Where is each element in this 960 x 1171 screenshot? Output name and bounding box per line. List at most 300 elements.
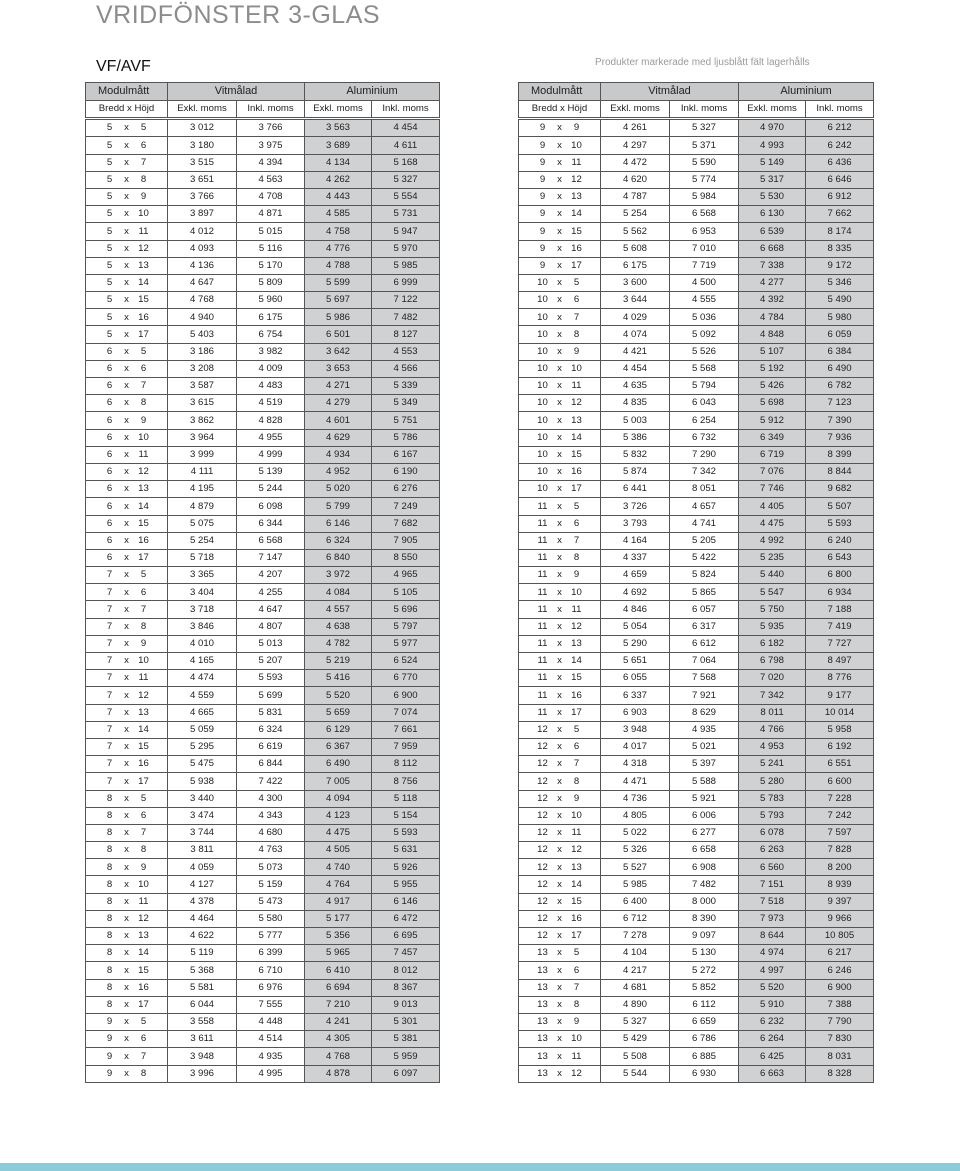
painted-incl-price: 4 519 bbox=[237, 395, 305, 412]
times-sign: x bbox=[124, 930, 129, 942]
width-value: 11 bbox=[537, 569, 548, 581]
aluminium-incl-price: 6 217 bbox=[806, 945, 874, 962]
painted-excl-price: 4 879 bbox=[168, 498, 237, 515]
table-row bbox=[519, 773, 874, 790]
aluminium-excl-price: 4 084 bbox=[305, 584, 372, 601]
size-cell bbox=[519, 171, 601, 188]
table-row bbox=[86, 412, 440, 429]
table-row bbox=[519, 567, 874, 584]
height-value: 5 bbox=[140, 1016, 147, 1028]
width-value: 12 bbox=[537, 930, 548, 942]
painted-incl-price: 6 112 bbox=[670, 996, 739, 1013]
table-row bbox=[519, 515, 874, 532]
width-value: 11 bbox=[537, 517, 548, 529]
aluminium-incl-price: 6 934 bbox=[806, 584, 874, 601]
table-row bbox=[86, 498, 440, 515]
height-value: 17 bbox=[138, 775, 149, 787]
painted-excl-price: 4 195 bbox=[168, 481, 237, 498]
aluminium-incl-price: 7 123 bbox=[806, 395, 874, 412]
height-value: 6 bbox=[140, 139, 147, 151]
aluminium-incl-price: 5 955 bbox=[372, 876, 440, 893]
aluminium-excl-price: 7 020 bbox=[739, 670, 806, 687]
painted-incl-price: 4 555 bbox=[670, 292, 739, 309]
painted-incl-price: 7 921 bbox=[670, 687, 739, 704]
height-value: 16 bbox=[138, 311, 149, 323]
size-cell bbox=[519, 412, 601, 429]
aluminium-excl-price: 4 997 bbox=[739, 962, 806, 979]
size-cell bbox=[86, 893, 168, 910]
painted-excl-price: 4 647 bbox=[168, 274, 237, 291]
size-cell bbox=[86, 360, 168, 377]
painted-excl-price: 5 022 bbox=[601, 824, 670, 841]
height-value: 10 bbox=[571, 1033, 582, 1045]
painted-incl-price: 6 568 bbox=[237, 532, 305, 549]
width-value: 13 bbox=[537, 1067, 548, 1079]
times-sign: x bbox=[557, 913, 562, 925]
header-aluminium: Aluminium bbox=[739, 83, 874, 101]
aluminium-excl-price: 5 783 bbox=[739, 790, 806, 807]
painted-incl-price: 4 935 bbox=[237, 1048, 305, 1065]
painted-excl-price: 3 186 bbox=[168, 343, 237, 360]
aluminium-incl-price: 7 828 bbox=[806, 842, 874, 859]
height-value: 17 bbox=[571, 706, 582, 718]
painted-excl-price: 5 718 bbox=[168, 549, 237, 566]
aluminium-excl-price: 7 342 bbox=[739, 687, 806, 704]
width-value: 10 bbox=[537, 397, 548, 409]
aluminium-excl-price: 6 490 bbox=[305, 756, 372, 773]
times-sign: x bbox=[557, 964, 562, 976]
size-cell bbox=[86, 429, 168, 446]
table-row bbox=[519, 859, 874, 876]
times-sign: x bbox=[557, 981, 562, 993]
painted-excl-price: 5 527 bbox=[601, 859, 670, 876]
painted-excl-price: 4 472 bbox=[601, 154, 670, 171]
aluminium-excl-price: 4 305 bbox=[305, 1031, 372, 1048]
width-value: 9 bbox=[106, 1016, 113, 1028]
size-cell bbox=[519, 893, 601, 910]
size-cell bbox=[519, 446, 601, 463]
aluminium-incl-price: 8 200 bbox=[806, 859, 874, 876]
size-cell bbox=[519, 463, 601, 480]
times-sign: x bbox=[124, 534, 129, 546]
width-value: 8 bbox=[106, 964, 113, 976]
size-cell bbox=[86, 1048, 168, 1065]
aluminium-incl-price: 5 381 bbox=[372, 1031, 440, 1048]
width-value: 8 bbox=[106, 981, 113, 993]
table-row bbox=[519, 446, 874, 463]
table-row bbox=[86, 532, 440, 549]
aluminium-incl-price: 6 524 bbox=[372, 653, 440, 670]
painted-excl-price: 3 651 bbox=[168, 171, 237, 188]
height-value: 6 bbox=[140, 586, 147, 598]
header-excl-vat: Exkl. moms bbox=[305, 101, 372, 118]
height-value: 16 bbox=[571, 913, 582, 925]
width-value: 9 bbox=[539, 225, 546, 237]
width-value: 9 bbox=[539, 156, 546, 168]
height-value: 13 bbox=[138, 483, 149, 495]
painted-incl-price: 6 317 bbox=[670, 618, 739, 635]
height-value: 7 bbox=[573, 758, 580, 770]
height-value: 15 bbox=[571, 672, 582, 684]
painted-incl-price: 6 658 bbox=[670, 842, 739, 859]
height-value: 7 bbox=[140, 1050, 147, 1062]
aluminium-incl-price: 8 031 bbox=[806, 1048, 874, 1065]
size-cell bbox=[519, 704, 601, 721]
aluminium-excl-price: 6 130 bbox=[739, 206, 806, 223]
table-row bbox=[86, 360, 440, 377]
table-row bbox=[519, 326, 874, 343]
aluminium-excl-price: 4 970 bbox=[739, 120, 806, 137]
header-aluminium: Aluminium bbox=[305, 83, 440, 101]
aluminium-incl-price: 6 192 bbox=[806, 738, 874, 755]
size-cell bbox=[86, 618, 168, 635]
aluminium-incl-price: 7 228 bbox=[806, 790, 874, 807]
aluminium-incl-price: 5 339 bbox=[372, 378, 440, 395]
painted-incl-price: 6 254 bbox=[670, 412, 739, 429]
table-row bbox=[519, 1065, 874, 1082]
size-cell bbox=[519, 653, 601, 670]
header-excl-vat: Exkl. moms bbox=[168, 101, 237, 118]
aluminium-excl-price: 4 768 bbox=[305, 1048, 372, 1065]
times-sign: x bbox=[557, 483, 562, 495]
table-row bbox=[519, 842, 874, 859]
times-sign: x bbox=[557, 466, 562, 478]
width-value: 8 bbox=[106, 947, 113, 959]
table-row bbox=[86, 773, 440, 790]
times-sign: x bbox=[557, 586, 562, 598]
aluminium-excl-price: 5 965 bbox=[305, 945, 372, 962]
table-row bbox=[519, 378, 874, 395]
table-row bbox=[86, 738, 440, 755]
painted-incl-price: 5 774 bbox=[670, 171, 739, 188]
times-sign: x bbox=[124, 414, 129, 426]
size-cell bbox=[86, 257, 168, 274]
width-value: 8 bbox=[106, 878, 113, 890]
painted-excl-price: 4 337 bbox=[601, 549, 670, 566]
aluminium-excl-price: 5 986 bbox=[305, 309, 372, 326]
aluminium-excl-price: 4 271 bbox=[305, 378, 372, 395]
table-row bbox=[519, 481, 874, 498]
table-row bbox=[519, 171, 874, 188]
painted-incl-price: 7 422 bbox=[237, 773, 305, 790]
height-value: 11 bbox=[138, 895, 149, 907]
aluminium-excl-price: 6 232 bbox=[739, 1013, 806, 1030]
times-sign: x bbox=[124, 878, 129, 890]
height-value: 6 bbox=[573, 741, 580, 753]
table-row bbox=[86, 481, 440, 498]
size-cell bbox=[519, 584, 601, 601]
size-cell bbox=[519, 1031, 601, 1048]
painted-incl-price: 5 824 bbox=[670, 567, 739, 584]
width-value: 5 bbox=[106, 174, 113, 186]
size-cell bbox=[519, 910, 601, 927]
aluminium-incl-price: 5 696 bbox=[372, 601, 440, 618]
painted-excl-price: 5 429 bbox=[601, 1031, 670, 1048]
aluminium-excl-price: 4 392 bbox=[739, 292, 806, 309]
painted-excl-price: 5 327 bbox=[601, 1013, 670, 1030]
aluminium-excl-price: 4 241 bbox=[305, 1013, 372, 1030]
painted-incl-price: 6 732 bbox=[670, 429, 739, 446]
height-value: 8 bbox=[573, 328, 580, 340]
painted-excl-price: 4 659 bbox=[601, 567, 670, 584]
size-cell bbox=[519, 756, 601, 773]
painted-incl-price: 5 593 bbox=[237, 670, 305, 687]
aluminium-excl-price: 5 317 bbox=[739, 171, 806, 188]
painted-excl-price: 5 254 bbox=[168, 532, 237, 549]
height-value: 9 bbox=[140, 191, 147, 203]
painted-incl-price: 4 763 bbox=[237, 842, 305, 859]
size-cell bbox=[519, 498, 601, 515]
header-incl-vat: Inkl. moms bbox=[806, 101, 874, 118]
aluminium-incl-price: 6 190 bbox=[372, 463, 440, 480]
width-value: 12 bbox=[537, 792, 548, 804]
size-cell bbox=[86, 223, 168, 240]
width-value: 11 bbox=[537, 706, 548, 718]
size-cell bbox=[519, 257, 601, 274]
times-sign: x bbox=[557, 449, 562, 461]
aluminium-incl-price: 7 249 bbox=[372, 498, 440, 515]
painted-excl-price: 4 074 bbox=[601, 326, 670, 343]
size-cell bbox=[86, 738, 168, 755]
table-row bbox=[86, 670, 440, 687]
table-row bbox=[519, 274, 874, 291]
height-value: 5 bbox=[140, 792, 147, 804]
aluminium-incl-price: 5 985 bbox=[372, 257, 440, 274]
table-row bbox=[86, 1031, 440, 1048]
size-cell bbox=[519, 1065, 601, 1082]
painted-incl-price: 5 073 bbox=[237, 859, 305, 876]
table-row bbox=[86, 653, 440, 670]
size-cell bbox=[86, 1031, 168, 1048]
painted-incl-price: 5 397 bbox=[670, 756, 739, 773]
painted-incl-price: 6 057 bbox=[670, 601, 739, 618]
size-cell bbox=[86, 704, 168, 721]
height-value: 17 bbox=[571, 483, 582, 495]
aluminium-incl-price: 7 074 bbox=[372, 704, 440, 721]
times-sign: x bbox=[557, 552, 562, 564]
table-row bbox=[519, 463, 874, 480]
painted-excl-price: 5 544 bbox=[601, 1065, 670, 1082]
height-value: 11 bbox=[571, 827, 582, 839]
height-value: 13 bbox=[571, 638, 582, 650]
painted-incl-price: 3 982 bbox=[237, 343, 305, 360]
stock-note: Produkter markerade med ljusblått fält lagerhålls bbox=[595, 57, 810, 68]
width-value: 12 bbox=[537, 758, 548, 770]
painted-excl-price: 5 054 bbox=[601, 618, 670, 635]
height-value: 12 bbox=[571, 1067, 582, 1079]
times-sign: x bbox=[124, 603, 129, 615]
height-value: 6 bbox=[140, 809, 147, 821]
times-sign: x bbox=[557, 328, 562, 340]
aluminium-excl-price: 8 011 bbox=[739, 704, 806, 721]
size-cell bbox=[519, 945, 601, 962]
page-title: VRIDFÖNSTER 3-GLAS bbox=[96, 1, 381, 29]
aluminium-excl-price: 5 912 bbox=[739, 412, 806, 429]
width-value: 7 bbox=[106, 724, 113, 736]
size-cell bbox=[519, 223, 601, 240]
height-value: 13 bbox=[571, 414, 582, 426]
header-painted: Vitmålad bbox=[601, 83, 739, 101]
painted-incl-price: 6 754 bbox=[237, 326, 305, 343]
size-cell bbox=[86, 928, 168, 945]
aluminium-incl-price: 6 276 bbox=[372, 481, 440, 498]
painted-incl-price: 6 175 bbox=[237, 309, 305, 326]
aluminium-incl-price: 7 388 bbox=[806, 996, 874, 1013]
painted-incl-price: 4 935 bbox=[670, 721, 739, 738]
aluminium-incl-price: 7 242 bbox=[806, 807, 874, 824]
width-value: 10 bbox=[537, 466, 548, 478]
painted-incl-price: 5 327 bbox=[670, 120, 739, 137]
width-value: 11 bbox=[537, 500, 548, 512]
height-value: 7 bbox=[140, 380, 147, 392]
size-cell bbox=[86, 463, 168, 480]
width-value: 7 bbox=[106, 586, 113, 598]
table-row bbox=[519, 412, 874, 429]
aluminium-excl-price: 6 146 bbox=[305, 515, 372, 532]
table-row bbox=[519, 721, 874, 738]
times-sign: x bbox=[124, 981, 129, 993]
height-value: 5 bbox=[573, 500, 580, 512]
aluminium-excl-price: 5 020 bbox=[305, 481, 372, 498]
height-value: 10 bbox=[138, 208, 149, 220]
height-value: 8 bbox=[140, 174, 147, 186]
size-cell bbox=[86, 154, 168, 171]
times-sign: x bbox=[124, 775, 129, 787]
times-sign: x bbox=[557, 191, 562, 203]
painted-incl-price: 5 272 bbox=[670, 962, 739, 979]
times-sign: x bbox=[557, 603, 562, 615]
painted-incl-price: 6 659 bbox=[670, 1013, 739, 1030]
price-table-left bbox=[85, 82, 440, 1083]
aluminium-excl-price: 3 563 bbox=[305, 120, 372, 137]
size-cell bbox=[519, 532, 601, 549]
width-value: 11 bbox=[537, 586, 548, 598]
height-value: 5 bbox=[140, 122, 147, 134]
times-sign: x bbox=[557, 638, 562, 650]
aluminium-incl-price: 5 327 bbox=[372, 171, 440, 188]
aluminium-excl-price: 4 629 bbox=[305, 429, 372, 446]
size-cell bbox=[86, 120, 168, 137]
aluminium-incl-price: 6 770 bbox=[372, 670, 440, 687]
times-sign: x bbox=[124, 586, 129, 598]
aluminium-incl-price: 8 399 bbox=[806, 446, 874, 463]
painted-incl-price: 5 852 bbox=[670, 979, 739, 996]
aluminium-incl-price: 9 682 bbox=[806, 481, 874, 498]
times-sign: x bbox=[124, 242, 129, 254]
aluminium-incl-price: 7 661 bbox=[372, 721, 440, 738]
size-cell bbox=[519, 1013, 601, 1030]
painted-excl-price: 3 862 bbox=[168, 412, 237, 429]
aluminium-excl-price: 5 793 bbox=[739, 807, 806, 824]
painted-incl-price: 4 255 bbox=[237, 584, 305, 601]
painted-incl-price: 4 828 bbox=[237, 412, 305, 429]
height-value: 11 bbox=[138, 225, 149, 237]
height-value: 17 bbox=[138, 328, 149, 340]
height-value: 6 bbox=[573, 294, 580, 306]
width-value: 6 bbox=[106, 552, 113, 564]
aluminium-excl-price: 3 689 bbox=[305, 137, 372, 154]
aluminium-incl-price: 6 490 bbox=[806, 360, 874, 377]
painted-excl-price: 5 075 bbox=[168, 515, 237, 532]
aluminium-excl-price: 5 235 bbox=[739, 549, 806, 566]
table-row bbox=[519, 137, 874, 154]
times-sign: x bbox=[557, 775, 562, 787]
width-value: 13 bbox=[537, 1033, 548, 1045]
width-value: 11 bbox=[537, 552, 548, 564]
width-value: 12 bbox=[537, 844, 548, 856]
size-cell bbox=[86, 515, 168, 532]
aluminium-excl-price: 4 953 bbox=[739, 738, 806, 755]
times-sign: x bbox=[557, 139, 562, 151]
aluminium-incl-price: 8 550 bbox=[372, 549, 440, 566]
table-row bbox=[86, 1065, 440, 1082]
painted-incl-price: 5 207 bbox=[237, 653, 305, 670]
table-row bbox=[86, 120, 440, 137]
height-value: 14 bbox=[138, 277, 149, 289]
width-value: 9 bbox=[106, 1067, 113, 1079]
width-value: 7 bbox=[106, 603, 113, 615]
times-sign: x bbox=[124, 792, 129, 804]
painted-incl-price: 8 051 bbox=[670, 481, 739, 498]
width-value: 5 bbox=[106, 225, 113, 237]
table-row bbox=[86, 567, 440, 584]
width-value: 9 bbox=[539, 242, 546, 254]
height-value: 6 bbox=[573, 517, 580, 529]
width-value: 6 bbox=[106, 363, 113, 375]
height-value: 14 bbox=[571, 431, 582, 443]
width-value: 9 bbox=[539, 191, 546, 203]
height-value: 10 bbox=[138, 878, 149, 890]
height-value: 11 bbox=[138, 672, 149, 684]
height-value: 10 bbox=[138, 655, 149, 667]
painted-excl-price: 3 515 bbox=[168, 154, 237, 171]
size-cell bbox=[86, 790, 168, 807]
height-value: 12 bbox=[571, 397, 582, 409]
width-value: 13 bbox=[537, 964, 548, 976]
aluminium-excl-price: 4 993 bbox=[739, 137, 806, 154]
aluminium-incl-price: 5 593 bbox=[806, 515, 874, 532]
aluminium-excl-price: 4 277 bbox=[739, 274, 806, 291]
aluminium-incl-price: 10 014 bbox=[806, 704, 874, 721]
width-value: 5 bbox=[106, 139, 113, 151]
size-cell bbox=[519, 309, 601, 326]
times-sign: x bbox=[557, 1067, 562, 1079]
times-sign: x bbox=[124, 191, 129, 203]
table-row bbox=[519, 188, 874, 205]
aluminium-incl-price: 5 786 bbox=[372, 429, 440, 446]
times-sign: x bbox=[124, 397, 129, 409]
width-value: 11 bbox=[537, 534, 548, 546]
aluminium-incl-price: 5 947 bbox=[372, 223, 440, 240]
table-row bbox=[86, 842, 440, 859]
painted-excl-price: 4 421 bbox=[601, 343, 670, 360]
size-cell bbox=[86, 446, 168, 463]
size-cell bbox=[86, 188, 168, 205]
width-value: 5 bbox=[106, 191, 113, 203]
painted-incl-price: 4 343 bbox=[237, 807, 305, 824]
painted-excl-price: 4 059 bbox=[168, 859, 237, 876]
aluminium-excl-price: 4 475 bbox=[305, 824, 372, 841]
painted-excl-price: 5 326 bbox=[601, 842, 670, 859]
painted-incl-price: 4 448 bbox=[237, 1013, 305, 1030]
painted-excl-price: 6 712 bbox=[601, 910, 670, 927]
aluminium-excl-price: 4 766 bbox=[739, 721, 806, 738]
aluminium-incl-price: 6 097 bbox=[372, 1065, 440, 1082]
height-value: 15 bbox=[571, 895, 582, 907]
aluminium-incl-price: 7 790 bbox=[806, 1013, 874, 1030]
aluminium-excl-price: 4 788 bbox=[305, 257, 372, 274]
aluminium-incl-price: 9 966 bbox=[806, 910, 874, 927]
